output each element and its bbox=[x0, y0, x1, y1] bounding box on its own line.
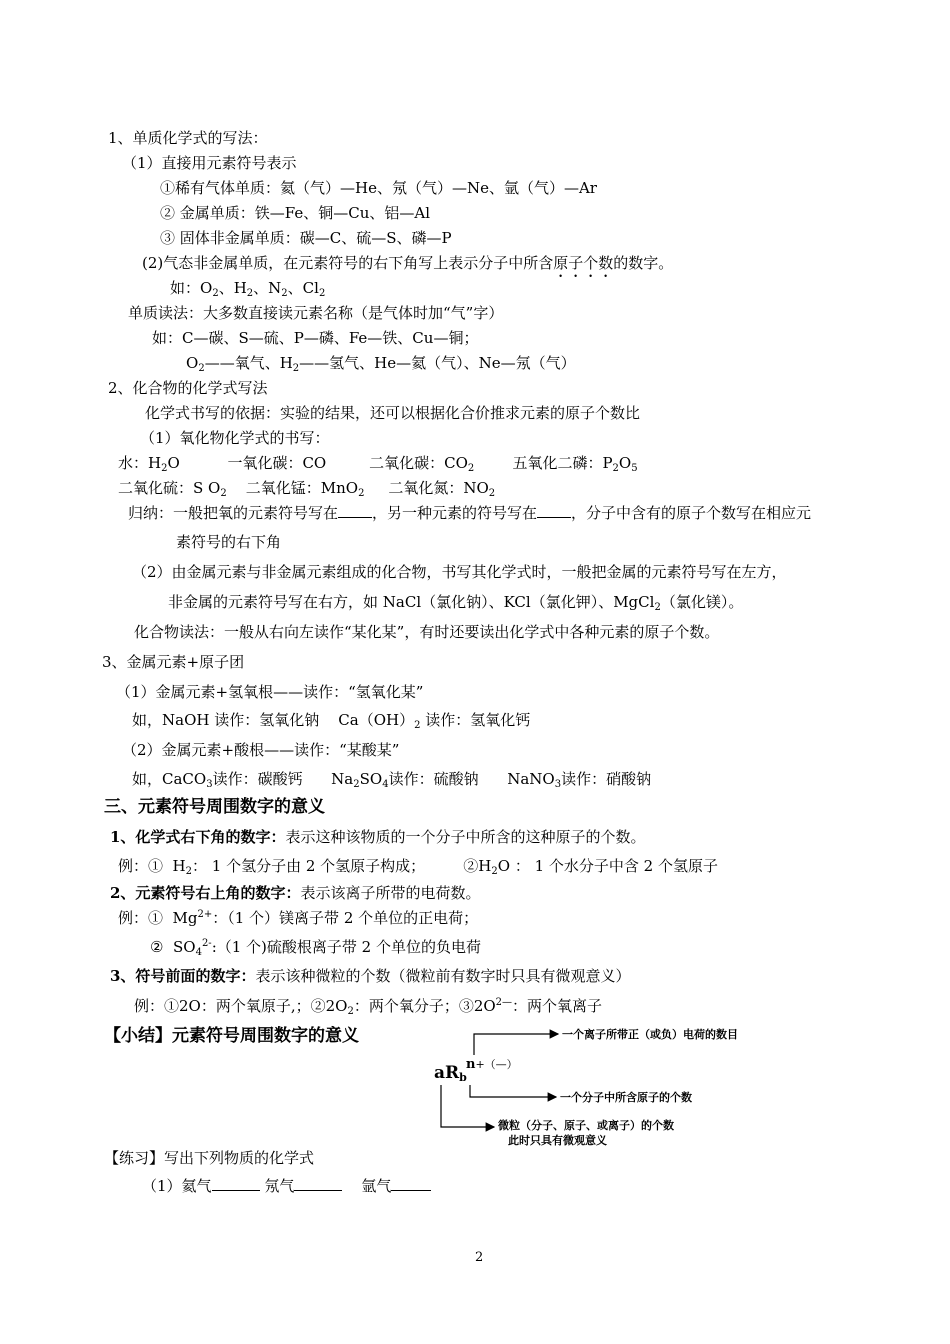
label-micro: 此时只具有微观意义 bbox=[508, 1134, 607, 1147]
page-number: 2 bbox=[475, 1250, 484, 1265]
answer-blank[interactable] bbox=[212, 1176, 260, 1191]
label-atoms: 一个分子中所含原子的个数 bbox=[560, 1091, 692, 1104]
text-line: ② 金属单质：铁—Fe、铜—Cu、铝—Al bbox=[160, 204, 431, 222]
heading-compound: 2、化合物的化学式写法 bbox=[108, 379, 268, 397]
label-particles: 微粒（分子、原子、或离子）的个数 bbox=[498, 1119, 674, 1132]
text-line: ② $SO_4^{2-}:(1$ 个)硫酸根离子带 2 个单位的负电荷 bbox=[150, 938, 481, 958]
bold-label: 1、化学式右下角的数字： bbox=[110, 828, 286, 846]
bold-label: 3、符号前面的数字： bbox=[110, 967, 256, 985]
text-line bbox=[110, 827, 645, 847]
symbol-diagram bbox=[430, 1025, 850, 1155]
bold-label: 2、元素符号右上角的数字： bbox=[110, 884, 301, 902]
text-segment: 的数字。 bbox=[613, 254, 674, 272]
text-segment: 氩气 bbox=[361, 1177, 392, 1195]
text-line: ③ 固体非金属单质：碳—C、硫—S、磷—P bbox=[160, 229, 452, 247]
text-line: 例：① $Mg^{2+}$：（1 个）镁离子带 2 个单位的正电荷； bbox=[118, 909, 479, 927]
text-line: ①稀有气体单质：氦（气）—He、氖（气）—Ne、氩（气）—Ar bbox=[160, 179, 597, 197]
text-line bbox=[128, 503, 811, 523]
text-line: （2）金属元素+酸根——读作：“某酸某” bbox=[122, 741, 400, 759]
text-line: 例：① $H_2$： 1 个氢分子由 2 个氢原子构成； $②H_2O$ ： 1 个水分子中含 2 个氢原子 bbox=[118, 857, 718, 877]
text-line: 水：$H_2O$ 一氧化碳：CO 二氧化碳：$CO_2$ 五氧化二磷：$P_2O_5$ bbox=[118, 454, 638, 474]
text-line: 如，NaOH 读作：氢氧化钠 $Ca(OH)_2$ 读作：氢氧化钙 bbox=[132, 711, 531, 731]
text-line bbox=[110, 883, 480, 903]
text-line: 如，CaCO$_3$读作：碳酸钙 $Na_2SO_4$读作：硫酸钠 NaNO$_3$读作：硝酸钠 bbox=[132, 770, 652, 790]
text-line: 如：$O_2$、$H_2$、$N_2$、$Cl_2$ bbox=[170, 279, 326, 299]
text-segment: (2)气态非金属单质，在元素符号的右下角写上表示分子中所含 bbox=[142, 254, 554, 272]
text-line: 如：C—碳、S—硫、P—磷、Fe—铁、Cu—铜； bbox=[152, 329, 479, 347]
text-segment: 表示该离子所带的电荷数。 bbox=[300, 884, 481, 902]
text-segment: ，另一种元素的符号写在 bbox=[372, 504, 538, 522]
text-line: 例：①2O：两个氧原子,；$②2O_2$：两个氧分子；$③2O^{2—}$：两个氧离子 bbox=[134, 997, 603, 1017]
text-line: （1）直接用元素符号表示 bbox=[122, 154, 297, 172]
text-segment: ，分子中含有的原子个数写在相应元 bbox=[571, 504, 812, 522]
text-line: 二氧化硫：S $O_2$ 二氧化锰：MnO$_2$ 二氧化氮：$NO_2$ bbox=[118, 479, 496, 499]
text-line: 非金属的元素符号写在右方，如 NaCl（氯化钠）、KCl（氯化钾）、MgCl$_2$（氯化镁）。 bbox=[168, 593, 744, 613]
heading-simple-substance: 1、单质化学式的写法： bbox=[108, 129, 268, 147]
heading-metal-radical: 3、金属元素+原子团 bbox=[102, 653, 245, 671]
text-segment: 归纳：一般把氧的元素符号写在 bbox=[128, 504, 339, 522]
summary-title: 【小结】元素符号周围数字的意义 bbox=[104, 1026, 359, 1046]
text-segment: 表示该种微粒的个数（微粒前有数字时只具有微观意义） bbox=[255, 967, 631, 985]
blank-field[interactable] bbox=[338, 503, 372, 518]
text-segment: （1）氦气 bbox=[142, 1177, 212, 1195]
text-line bbox=[110, 966, 630, 986]
label-charge: 一个离子所带正（或负）电荷的数目 bbox=[562, 1028, 738, 1041]
text-line: 化合物读法：一般从右向左读作“某化某”，有时还要读出化学式中各种元素的原子个数。 bbox=[134, 623, 720, 641]
text-line: （1）氧化物化学式的书写： bbox=[140, 429, 330, 447]
text-segment: 氖气 bbox=[264, 1177, 295, 1195]
blank-field[interactable] bbox=[537, 503, 571, 518]
answer-blank[interactable] bbox=[294, 1176, 342, 1191]
symbol-aRb: $aR_b$ bbox=[434, 1063, 467, 1084]
text-line: $O_2——$氧气、$H_2——$氢气、He—氦（气）、Ne—氖（气） bbox=[186, 354, 576, 374]
text-line bbox=[142, 253, 673, 281]
text-line: 素符号的右下角 bbox=[176, 533, 282, 551]
text-line: 单质读法：大多数直接读元素名称（是气体时加“气”字） bbox=[128, 304, 504, 322]
symbol-charge: n+（—） bbox=[466, 1057, 518, 1072]
practice-title: 【练习】写出下列物质的化学式 bbox=[104, 1149, 315, 1167]
emphasized-text: 原子个数 bbox=[553, 254, 614, 272]
text-segment: 表示这种该物质的一个分子中所含的这种原子的个数。 bbox=[285, 828, 646, 846]
text-line: 化学式书写的依据：实验的结果，还可以根据化合价推求元素的原子个数比 bbox=[145, 404, 641, 422]
section-title: 三、元素符号周围数字的意义 bbox=[104, 797, 325, 817]
text-line: （2）由金属元素与非金属元素组成的化合物，书写其化学式时，一般把金属的元素符号写在左方， bbox=[132, 563, 787, 581]
text-line bbox=[142, 1176, 431, 1196]
text-line: （1）金属元素+氢氧根——读作：“氢氧化某” bbox=[116, 683, 424, 701]
answer-blank[interactable] bbox=[391, 1176, 431, 1191]
